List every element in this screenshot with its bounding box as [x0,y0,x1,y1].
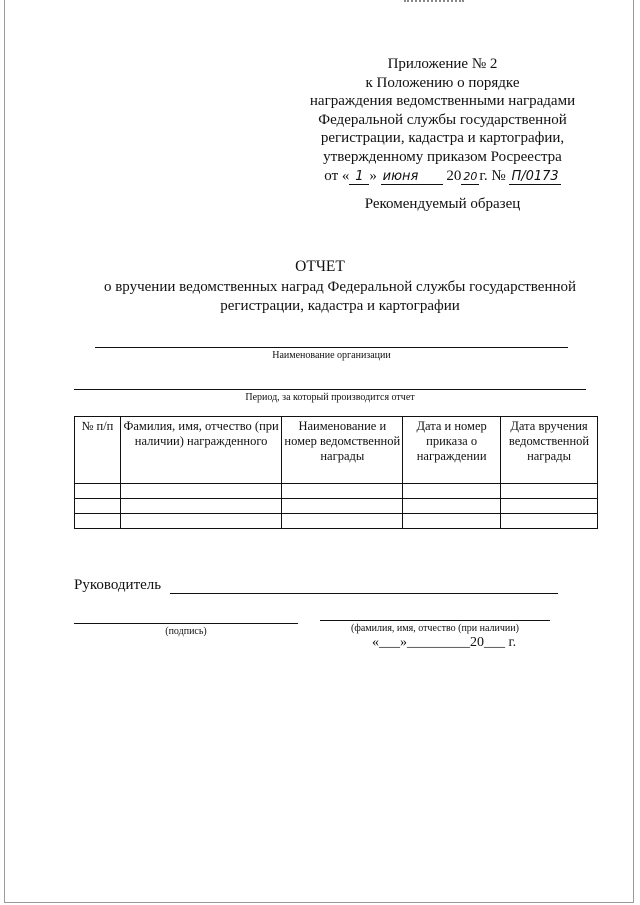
report-subtitle [60,278,620,316]
report-subtitle-line-1: о вручении ведомственных наград Федеральной службы государственной [103,279,577,295]
date-month-handwritten: июня [381,170,443,185]
date-year-prefix: 20 [446,167,462,184]
appendix-header [300,55,585,185]
table-cell[interactable] [501,514,598,529]
table-cell[interactable] [120,484,282,499]
column-header-award-name: Наименование и номер ведомственной награды [282,417,403,484]
table-cell[interactable] [282,484,403,499]
appendix-line-1: к Положению о порядке [365,74,520,91]
signature-date-line[interactable]: «___»_________20___ г. [372,635,517,650]
date-prefix: от « [324,167,350,184]
appendix-line-2: награждения ведомственными наградами [309,93,576,110]
period-caption: Период, за который производится отчет [245,392,415,403]
signer-field-line[interactable] [170,593,558,594]
date-mid: » [369,167,377,184]
table-row [75,499,598,514]
report-title: ОТЧЕТ [295,258,345,275]
organization-caption: Наименование организации [272,350,391,361]
appendix-line-4: регистрации, кадастра и картографии, [320,130,565,147]
order-date-line [300,167,585,186]
table-row [75,514,598,529]
table-cell[interactable] [75,484,121,499]
scan-artifact [404,0,464,5]
column-header-full-name: Фамилия, имя, отчество (при наличии) награжденного [120,417,282,484]
table-cell[interactable] [120,514,282,529]
column-header-order: Дата и номер приказа о награждении [403,417,501,484]
signer-label: Руководитель [74,577,162,593]
name-field-line[interactable] [320,620,550,621]
report-subtitle-line-2: регистрации, кадастра и картографии [220,298,460,314]
table-cell[interactable] [75,499,121,514]
table-cell[interactable] [501,484,598,499]
table-cell[interactable] [403,499,501,514]
date-year-tail: г. № [479,167,506,184]
date-day-handwritten: 1 [349,170,369,185]
column-header-presentation-date: Дата вручения ведомственной награды [501,417,598,484]
signature-field-line[interactable] [74,623,298,624]
awards-table [74,416,598,529]
table-cell[interactable] [403,484,501,499]
appendix-line-3: Федеральной службы государственной [318,111,567,128]
signature-caption: (подпись) [165,626,207,637]
order-number-handwritten: П/0173 [511,168,559,184]
table-row [75,484,598,499]
period-field-line[interactable] [74,389,586,390]
name-caption: (фамилия, имя, отчество (при наличии) [351,623,519,634]
table-cell[interactable] [501,499,598,514]
column-header-number: № п/п [75,417,121,484]
table-cell[interactable] [403,514,501,529]
appendix-line-5: утвержденному приказом Росреестра [323,148,562,165]
table-header-row [75,417,598,484]
appendix-title: Приложение № 2 [387,56,498,72]
sample-label: Рекомендуемый образец [364,196,521,212]
table-cell[interactable] [282,499,403,514]
table-cell[interactable] [282,514,403,529]
date-year-handwritten: 20 [463,169,478,183]
organization-field-line[interactable] [95,347,568,348]
table-cell[interactable] [75,514,121,529]
table-cell[interactable] [120,499,282,514]
